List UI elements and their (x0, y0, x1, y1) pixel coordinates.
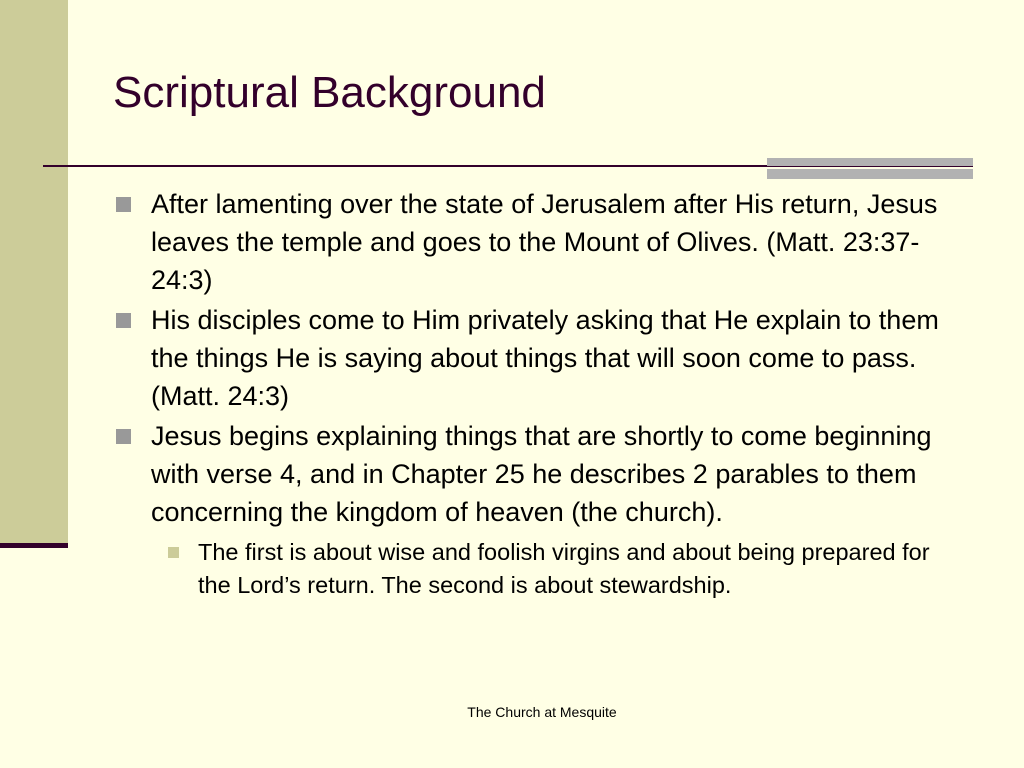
bullet-text: Jesus begins explaining things that are shortly to come beginning with verse 4, and in Chapter 25 he describes 2 parables to them concerning the kingdom of heaven (the church). (151, 421, 932, 527)
bullet-item (113, 301, 963, 415)
square-bullet-icon (116, 197, 131, 212)
bullet-item (113, 417, 963, 531)
sub-bullet-item (113, 536, 963, 602)
slide-content (113, 185, 963, 602)
bullet-text: His disciples come to Him privately asking that He explain to them the things He is saying about things that will soon come to pass. (Matt. 24:3) (151, 305, 939, 411)
accent-bar (767, 158, 973, 166)
bullet-item (113, 185, 963, 299)
sub-bullet-text: The first is about wise and foolish virgins and about being prepared for the Lord’s return. The second is about stewardship. (198, 539, 930, 598)
left-decorative-bar (0, 0, 68, 545)
accent-bar (767, 169, 973, 179)
square-bullet-icon (116, 429, 131, 444)
square-sub-bullet-icon (168, 547, 179, 558)
left-bar-base-line (0, 543, 68, 548)
bullet-text: After lamenting over the state of Jerusalem after His return, Jesus leaves the temple and goes to the Mount of Olives. (Matt. 23:37-24:3) (151, 189, 938, 295)
slide-title: Scriptural Background (113, 68, 546, 117)
square-bullet-icon (116, 313, 131, 328)
slide-footer: The Church at Mesquite (467, 704, 617, 720)
